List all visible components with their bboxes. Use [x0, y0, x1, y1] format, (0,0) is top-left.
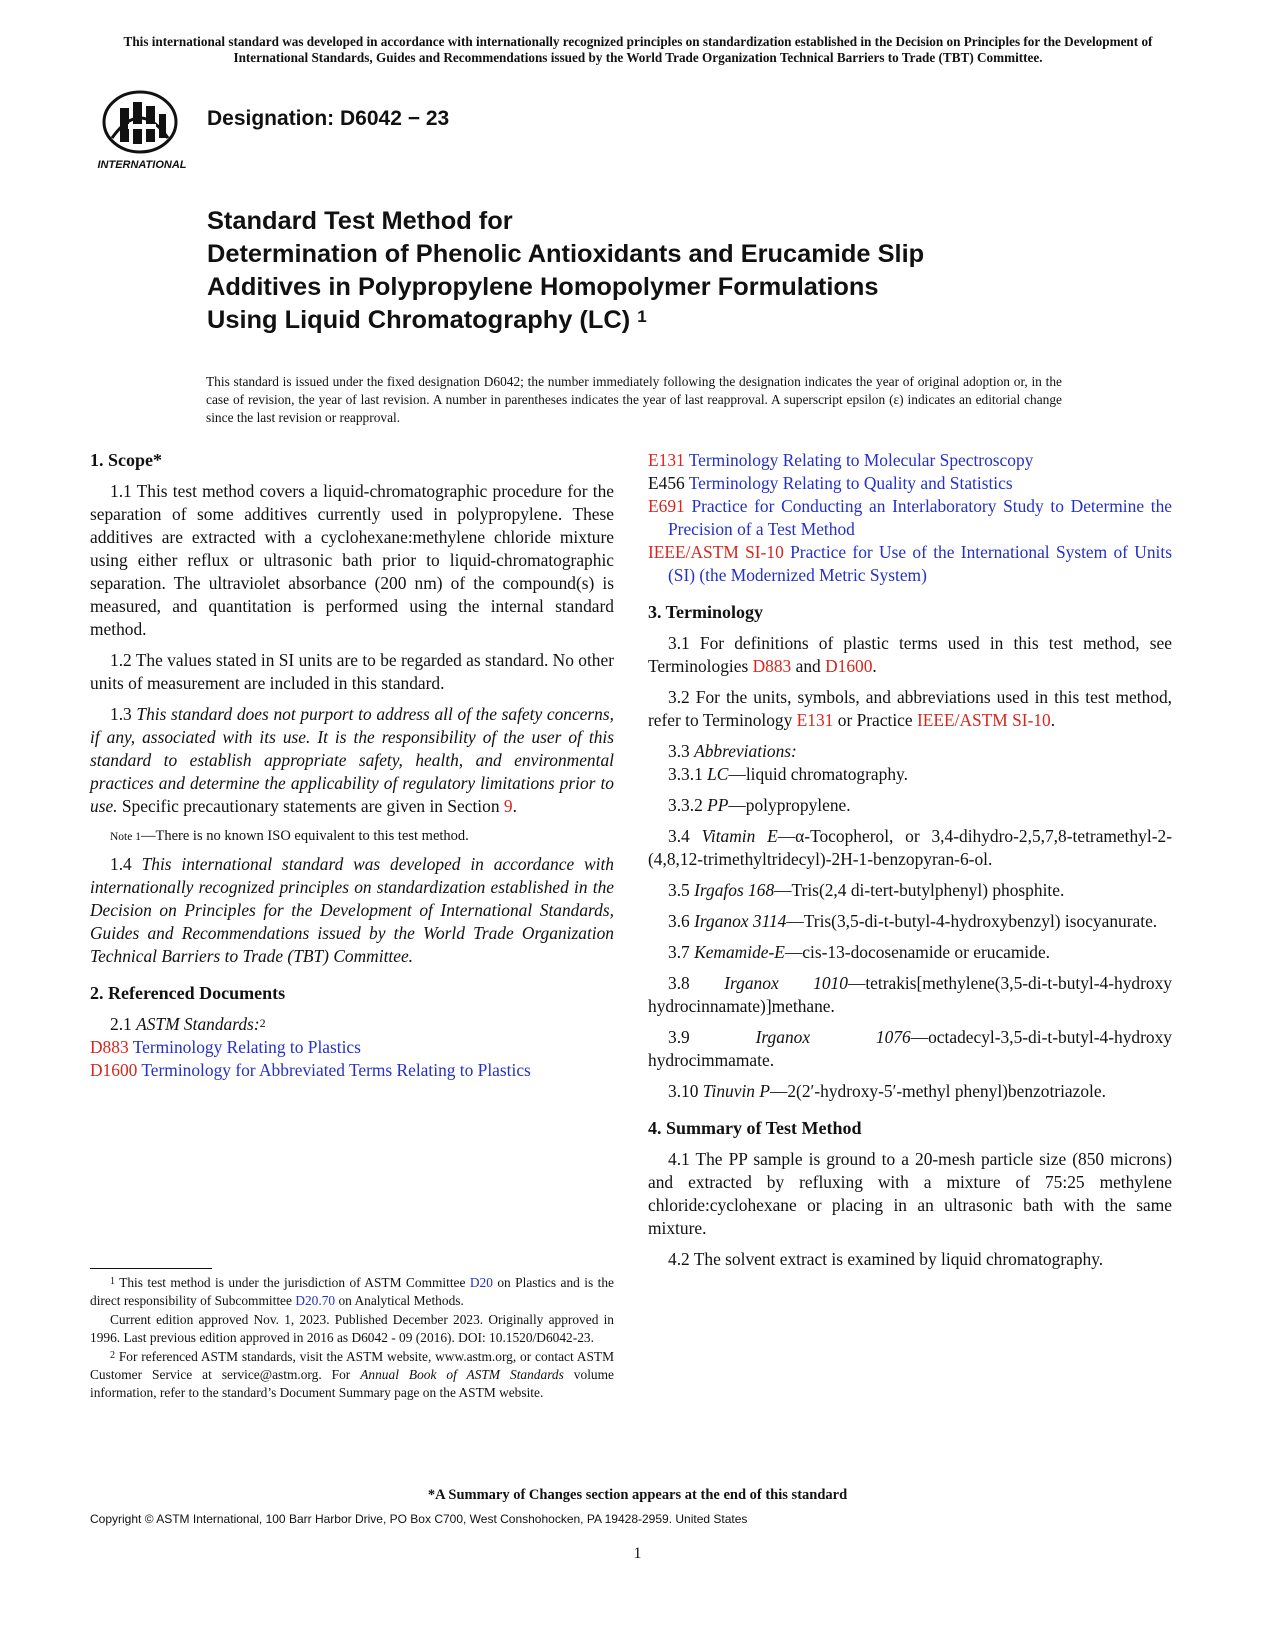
ref-item-si10[interactable]: IEEE/ASTM SI-10 Practice for Use of the International System of Units (SI) (the Modernized Metric System) — [648, 542, 1172, 585]
section-heading-referenced-documents: 2. Referenced Documents — [90, 983, 286, 1003]
page-number: 1 — [633, 1545, 642, 1562]
subcommittee-d2070-link[interactable]: D20.70 — [295, 1293, 336, 1308]
top-notice: This international standard was developed in accordance with internationally recognized principles on standardization established in the Decision on Principles for the Development of International Standards, Guides and Recommendations issued by the World Trade Organization Technical Barriers to Trade (TBT) Committee. — [123, 34, 1153, 65]
ref-item-e691[interactable]: E691 Practice for Conducting an Interlaboratory Study to Determine the Precision of a Test Method — [648, 496, 1172, 539]
ref-item-d883[interactable]: D883 Terminology Relating to Plastics — [90, 1037, 361, 1057]
paragraph-3-2: 3.2 For the units, symbols, and abbreviations used in this test method, refer to Terminology E131 or Practice IEEE/ASTM SI-10. — [648, 687, 1172, 730]
issue-note: This standard is issued under the fixed designation D6042; the number immediately following the designation indicates the year of original adoption or, in the case of revision, the year of last revision. A number in parentheses indicates the year of last reapproval. A superscript epsilon (ε) indicates an editorial change since the last revision or reapproval. — [206, 374, 1062, 425]
section-heading-summary: 4. Summary of Test Method — [648, 1118, 862, 1138]
title-line-4: Using Liquid Chromatography (LC) $^1$ — [207, 306, 647, 334]
paragraph-3-3: 3.3 Abbreviations: — [668, 741, 797, 761]
footnote-1-edition: Current edition approved Nov. 1, 2023. Published December 2023. Originally approved in 1996. Last previous edition approved in 2016 as D6042 - 09 (2016). DOI: 10.1520/D6042-23. — [90, 1312, 614, 1345]
e131-link[interactable]: E131 — [796, 710, 834, 730]
paragraph-3-3-2: 3.3.2 PP—polypropylene. — [668, 795, 851, 815]
definition-tinuvin-p: 3.10 Tinuvin P—2(2′-hydroxy-5′-methyl phenyl)benzotriazole. — [668, 1081, 1106, 1101]
paragraph-3-1: 3.1 For definitions of plastic terms used in this test method, see Terminologies D883 and D1600. — [648, 633, 1172, 676]
section-heading-terminology: 3. Terminology — [648, 602, 764, 622]
title-line-1: Standard Test Method for — [207, 207, 513, 235]
astm-logo — [92, 88, 192, 174]
section-9-link[interactable]: 9 — [503, 796, 513, 816]
ref-item-e131[interactable]: E131 Terminology Relating to Molecular Spectroscopy — [648, 450, 1034, 470]
copyright: Copyright © ASTM International, 100 Barr Harbor Drive, PO Box C700, West Conshohocken, PA 19428-2959. United States — [90, 1512, 748, 1526]
paragraph-1-3: 1.3 This standard does not purport to address all of the safety concerns, if any, associated with its use. It is the responsibility of the user of this standard to establish appropriate safety, health, and environmental practices and determine the applicability of regulatory limitations prior to use. Specific precautionary statements are given in Section 9. — [90, 704, 614, 816]
document-title — [207, 205, 1107, 337]
designation: Designation: D6042 − 23 — [207, 107, 450, 130]
right-column — [648, 449, 1172, 1279]
left-column — [90, 449, 614, 1082]
paragraph-1-1: 1.1 This test method covers a liquid-chromatographic procedure for the separation of some additives currently used in polypropylene. These additives are extracted with a cyclohexane:methylene chloride mixture using either reflux or ultrasonic bath prior to liquid-chromatographic separation. The ultraviolet absorbance (200 nm) of the compound(s) is measured, and quantitation is performed using the internal standard method. — [90, 481, 614, 639]
definition-vitamin-e: 3.4 Vitamin E—α-Tocopherol, or 3,4-dihydro-2,5,7,8-tetramethyl-2-(4,8,12-trimethyltridecyl)-2H-1-benzopyran-6-ol. — [648, 826, 1172, 869]
logo-text: INTERNATIONAL — [97, 159, 187, 171]
footnote-divider — [90, 1268, 212, 1269]
definition-kemamide-e: 3.7 Kemamide-E—cis-13-docosenamide or erucamide. — [668, 942, 1051, 962]
footnote-2: $^2$ For referenced ASTM standards, visit the ASTM website, www.astm.org, or contact ASTM Customer Service at service@astm.org. For Annual Book of ASTM Standards volume information, refer to the standard’s Document Summary page on the ASTM website. — [90, 1349, 614, 1400]
definition-irganox-1076: 3.9 Irganox 1076—octadecyl-3,5-di-t-butyl-4-hydroxy hydrocimmamate. — [648, 1027, 1172, 1070]
committee-d20-link[interactable]: D20 — [469, 1275, 493, 1290]
definition-irganox-1010: 3.8 Irganox 1010—tetrakis[methylene(3,5-di-t-butyl-4-hydroxy hydrocinnamate)]methane. — [648, 973, 1172, 1016]
title-footnote-ref[interactable]: 1 — [637, 307, 647, 326]
paragraph-4-1: 4.1 The PP sample is ground to a 20-mesh particle size (850 microns) and extracted by refluxing with a mixture of 75:25 methylene chloride:cyclohexane or placing in an ultrasonic bath with the same mixture. — [648, 1149, 1172, 1238]
paragraph-1-2: 1.2 The values stated in SI units are to be regarded as standard. No other units of measurement are included in this standard. — [90, 650, 614, 693]
section-heading-scope: 1. Scope* — [90, 450, 162, 470]
summary-of-changes-note: *A Summary of Changes section appears at the end of this standard — [427, 1487, 848, 1503]
paragraph-4-2: 4.2 The solvent extract is examined by liquid chromatography. — [668, 1249, 1104, 1269]
title-line-3: Additives in Polypropylene Homopolymer Formulations — [207, 273, 879, 301]
definition-irgafos-168: 3.5 Irgafos 168—Tris(2,4 di-tert-butylphenyl) phosphite. — [668, 880, 1065, 900]
footnote-1: $^1$ This test method is under the jurisdiction of ASTM Committee D20 on Plastics and is the direct responsibility of Subcommittee D20.70 on Analytical Methods. — [90, 1275, 614, 1308]
si10-link[interactable]: IEEE/ASTM SI-10 — [916, 710, 1051, 730]
note-1: Note 1—There is no known ISO equivalent to this test method. — [110, 828, 469, 844]
d1600-link[interactable]: D1600 — [825, 656, 873, 676]
d883-link[interactable]: D883 — [752, 656, 792, 676]
ref-item-d1600[interactable]: D1600 Terminology for Abbreviated Terms Relating to Plastics — [90, 1060, 531, 1080]
footnotes — [90, 1274, 614, 1403]
paragraph-2-1: 2.1 ASTM Standards:$^2$ — [110, 1014, 266, 1034]
paragraph-3-3-1: 3.3.1 LC—liquid chromatography. — [668, 764, 908, 784]
paragraph-1-4: 1.4 This international standard was developed in accordance with internationally recognized principles on standardization established in the Decision on Principles for the Development of International Standards, Guides and Recommendations issued by the World Trade Organization Technical Barriers to Trade (TBT) Committee. — [90, 854, 614, 966]
ref-item-e456[interactable]: E456 Terminology Relating to Quality and Statistics — [648, 473, 1013, 493]
definition-irganox-3114: 3.6 Irganox 3114—Tris(3,5-di-t-butyl-4-hydroxybenzyl) isocyanurate. — [668, 911, 1158, 931]
title-line-2: Determination of Phenolic Antioxidants and Erucamide Slip — [207, 240, 925, 268]
